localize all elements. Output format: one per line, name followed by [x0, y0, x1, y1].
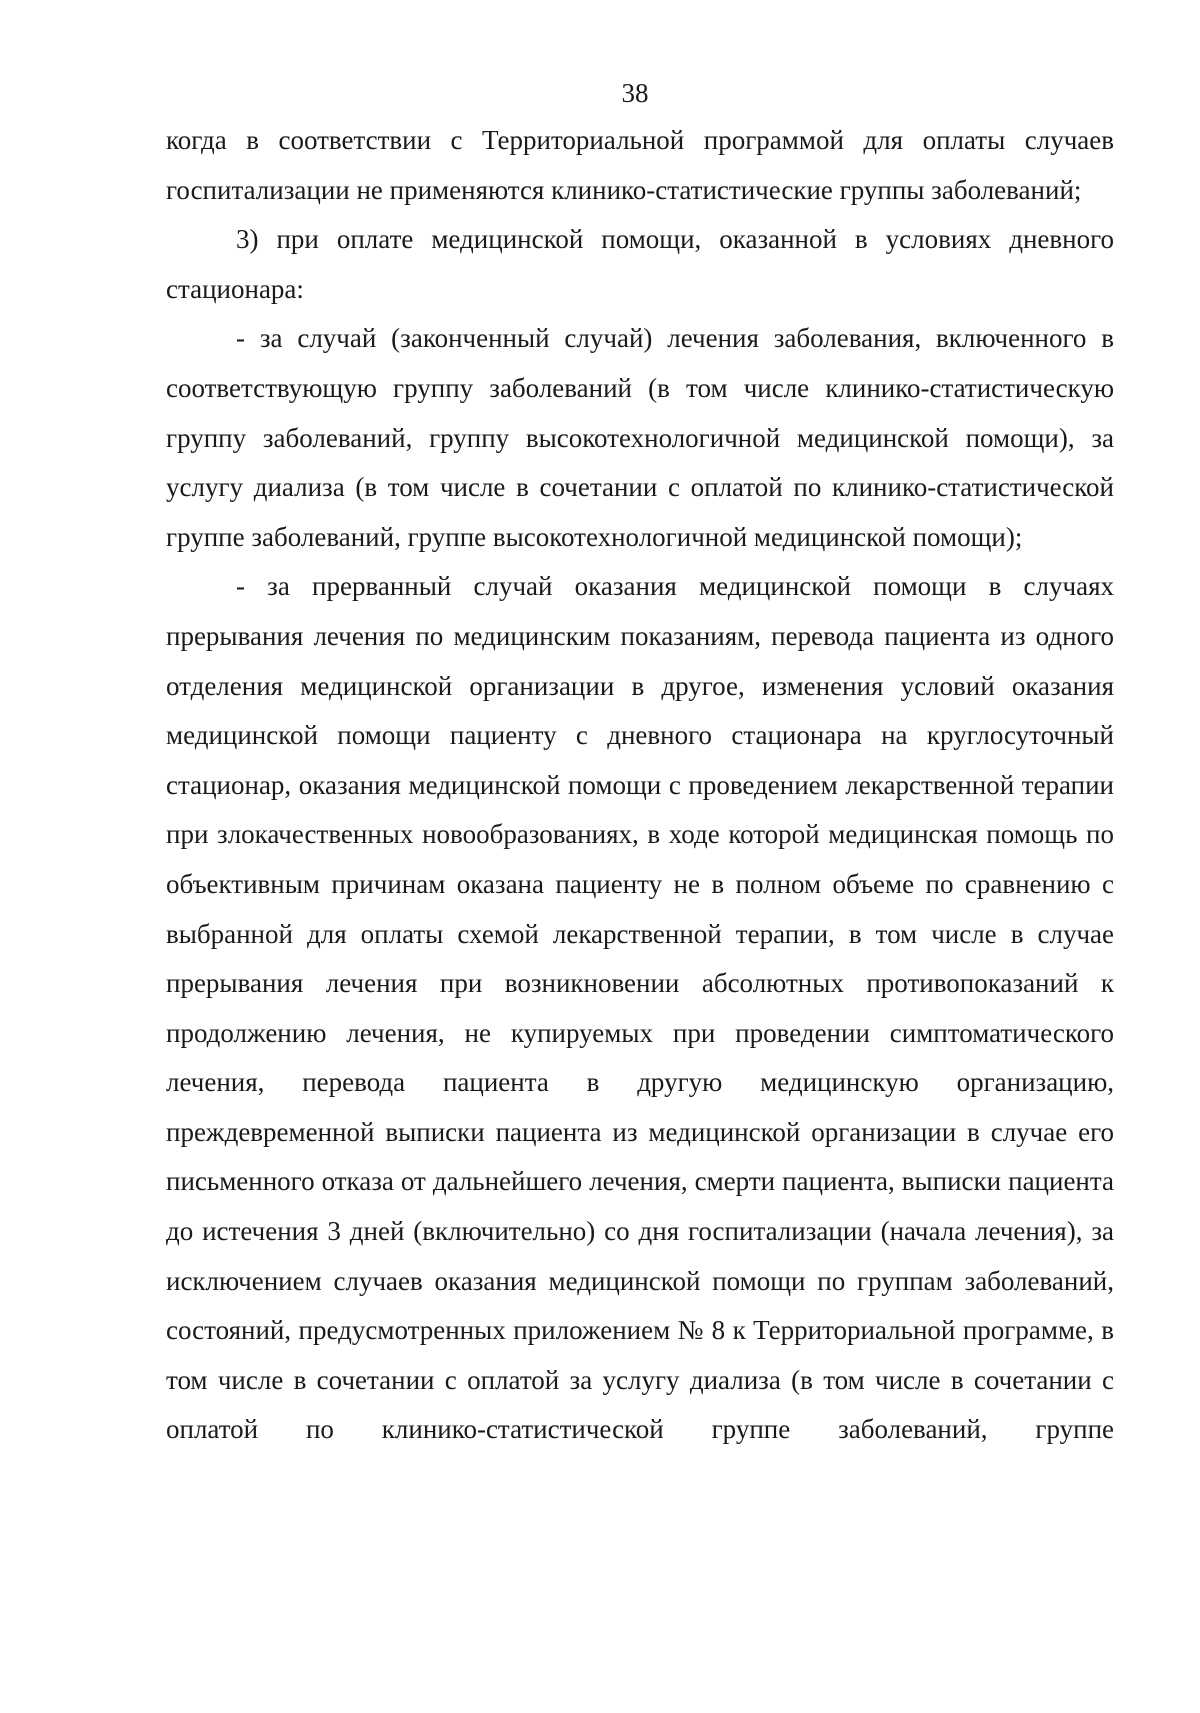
- paragraph-item-3: 3) при оплате медицинской помощи, оказанной в условиях дневного стационара:: [166, 224, 1114, 304]
- paragraph-interrupted-case: - за прерванный случай оказания медицинской помощи в случаях прерывания лечения по медицинским показаниям, перевода пациента из одного отделения медицинской организации в другое, изменения условий оказания медицинской помощи пациенту с дневного стационара на круглосуточный стационар, оказания медицинской помощи с проведением лекарственной терапии при злокачественных новообразованиях, в ходе которой медицинская помощь по объективным причинам оказана пациенту не в полном объеме по сравнению с выбранной для оплаты схемой лекарственной терапии, в том числе в случае прерывания лечения при возникновении абсолютных противопоказаний к продолжению лечения, не купируемых при проведении симптоматического лечения, перевода пациента в другую медицинскую организацию, преждевременной выписки пациента из медицинской организации в случае его письменного отказа от дальнейшего лечения, смерти пациента, выписки пациента до истечения 3 дней (включительно) со дня госпитализации (начала лечения), за исключением случаев оказания медицинской помощи по группам заболеваний, состояний, предусмотренных приложением № 8 к Территориальной программе, в том числе в сочетании с оплатой за услугу диализа (в том числе в сочетании с оплатой по клинико-статистической группе заболеваний, группе: [166, 571, 1114, 1445]
- paragraph-completed-case: - за случай (законченный случай) лечения заболевания, включенного в соответствующую группу заболеваний (в том числе клинико-статистическую группу заболеваний, группу высокотехнологичной медицинской помощи), за услугу диализа (в том числе в сочетании с оплатой по клинико-статистической группе заболеваний, группе высокотехнологичной медицинской помощи);: [166, 323, 1114, 552]
- page-number: 38: [621, 78, 649, 108]
- paragraph-continuation: когда в соответствии с Территориальной программой для оплаты случаев госпитализации не применяются клинико-статистические группы заболеваний;: [166, 125, 1114, 205]
- document-body: [166, 116, 1114, 1455]
